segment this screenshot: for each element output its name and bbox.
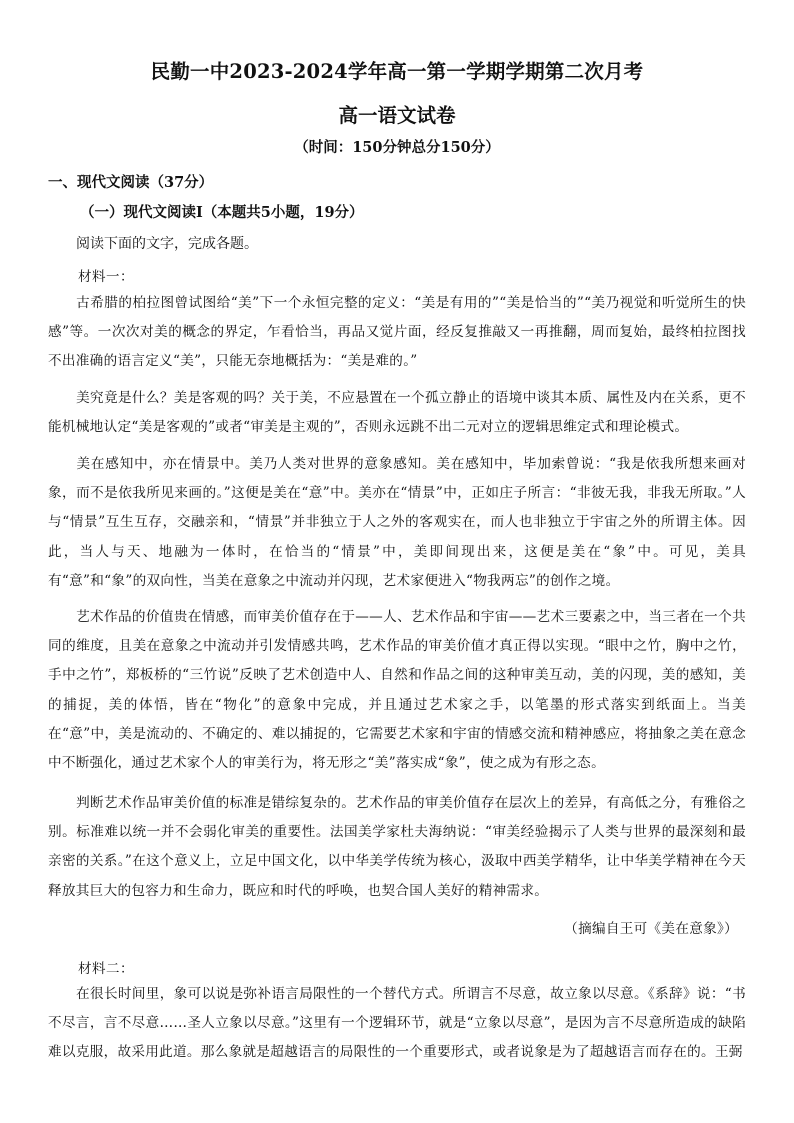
- paragraph-text: 判断艺术作品审美价值的标准是错综复杂的。艺术作品的审美价值存在层次上的差异，有高低之分，有雅俗之别。标准难以统一并不会弱化审美的重要性。法国美学家杜夫海纳说：“审美经验揭示了人类与世界的最深刻和最亲密的关系。”在这个意义上，立足中国文化，以中华美学传统为核心，汲取中西美学精华，让中华美学精神在今天释放其巨大的包容力和生命力，既应和时代的呼唤，也契合国人美好的精神需求。: [48, 795, 746, 899]
- exam-subtitle: 高一语文试卷: [338, 104, 456, 127]
- paragraph-text: 艺术作品的价值贵在情感，而审美价值存在于——人、艺术作品和宇宙——艺术三要素之中，当三者在一个共同的维度，且美在意象之中流动并引发情感共鸣，艺术作品的审美价值才真正得以实现。“眼中之竹，胸中之竹，手中之竹”，郑板桥的“三竹说”反映了艺术创造中人、自然和作品之间的这种审美互动，美的闪现，美的感知，美的捕捉，美的体悟，皆在“物化”的意象中完成，并且通过艺术家之手，以笔墨的形式落实到纸面上。当美在“意”中，美是流动的、不确定的、难以捕捉的，它需要艺术家和宇宙的情感交流和精神感应，将抽象之美在意念中不断强化，通过艺术家个人的审美行为，将无形之“美”落实成“象”，使之成为有形之态。: [48, 609, 746, 772]
- material-one-paragraph: [48, 603, 746, 778]
- material-two-paragraph: [48, 980, 746, 1068]
- material-one-paragraph: [48, 450, 746, 596]
- subsection-heading: （一）现代文阅读Ⅰ（本题共5小题，19分）: [80, 204, 364, 221]
- material-one-label: 材料一：: [78, 269, 134, 285]
- material-two-label: 材料二：: [78, 961, 134, 977]
- exam-title: 民勤一中2023-2024学年高一第一学期学期第二次月考: [150, 60, 644, 83]
- section-heading: 一、现代文阅读（37分）: [48, 174, 214, 191]
- paragraph-text: 美究竟是什么？美是客观的吗？关于美，不应悬置在一个孤立静止的语境中谈其本质、属性及内在关系，更不能机械地认定“美是客观的”或者“审美是主观的”，否则永远跳不出二元对立的逻辑思维定式和理论模式。: [48, 390, 746, 436]
- material-one-paragraph: [48, 289, 746, 377]
- material-one-paragraph: [48, 789, 746, 906]
- paragraph-text: 在很长时间里，象可以说是弥补语言局限性的一个替代方式。所谓言不尽意，故立象以尽意。《系辞》说：“书不尽言，言不尽意……圣人立象以尽意。”这里有一个逻辑环节，就是“立象以尽意”，是因为言不尽意所造成的缺陷难以克服，故采用此道。那么象就是超越语言的局限性的一个重要形式，或者说象是为了超越语言而存在的。王弼: [48, 986, 746, 1061]
- material-one-paragraph: [48, 384, 746, 442]
- exam-time-info: （时间：150分钟总分150分）: [294, 139, 500, 156]
- paragraph-text: 美在感知中，亦在情景中。美乃人类对世界的意象感知。美在感知中，毕加索曾说：“我是依我所想来画对象，而不是依我所见来画的。”这便是美在“意”中。美亦在“情景”中，正如庄子所言：“非彼无我，非我无所取。”人与“情景”互生互存，交融亲和，“情景”并非独立于人之外的客观实在，而人也非独立于宇宙之外的所谓主体。因此，当人与天、地融为一体时，在恰当的“情景”中，美即间现出来，这便是美在“象”中。可见，美具有“意”和“象”的双向性，当美在意象之中流动并闪现，艺术家便进入“物我两忘”的创作之境。: [48, 456, 746, 589]
- reading-instruction: 阅读下面的文字，完成各题。: [76, 236, 258, 252]
- paragraph-text: 古希腊的柏拉图曾试图给“美”下一个永恒完整的定义：“美是有用的”“美是恰当的”“美乃视觉和听觉所生的快感”等。一次次对美的概念的界定，乍看恰当，再品又觉片面，经反复推敲又一再推翻，周而复始，最终柏拉图找不出准确的语言定义“美”，只能无奈地概括为：“美是难的。”: [48, 295, 746, 370]
- material-one-source: （摘编自王可《美在意象》）: [564, 921, 738, 937]
